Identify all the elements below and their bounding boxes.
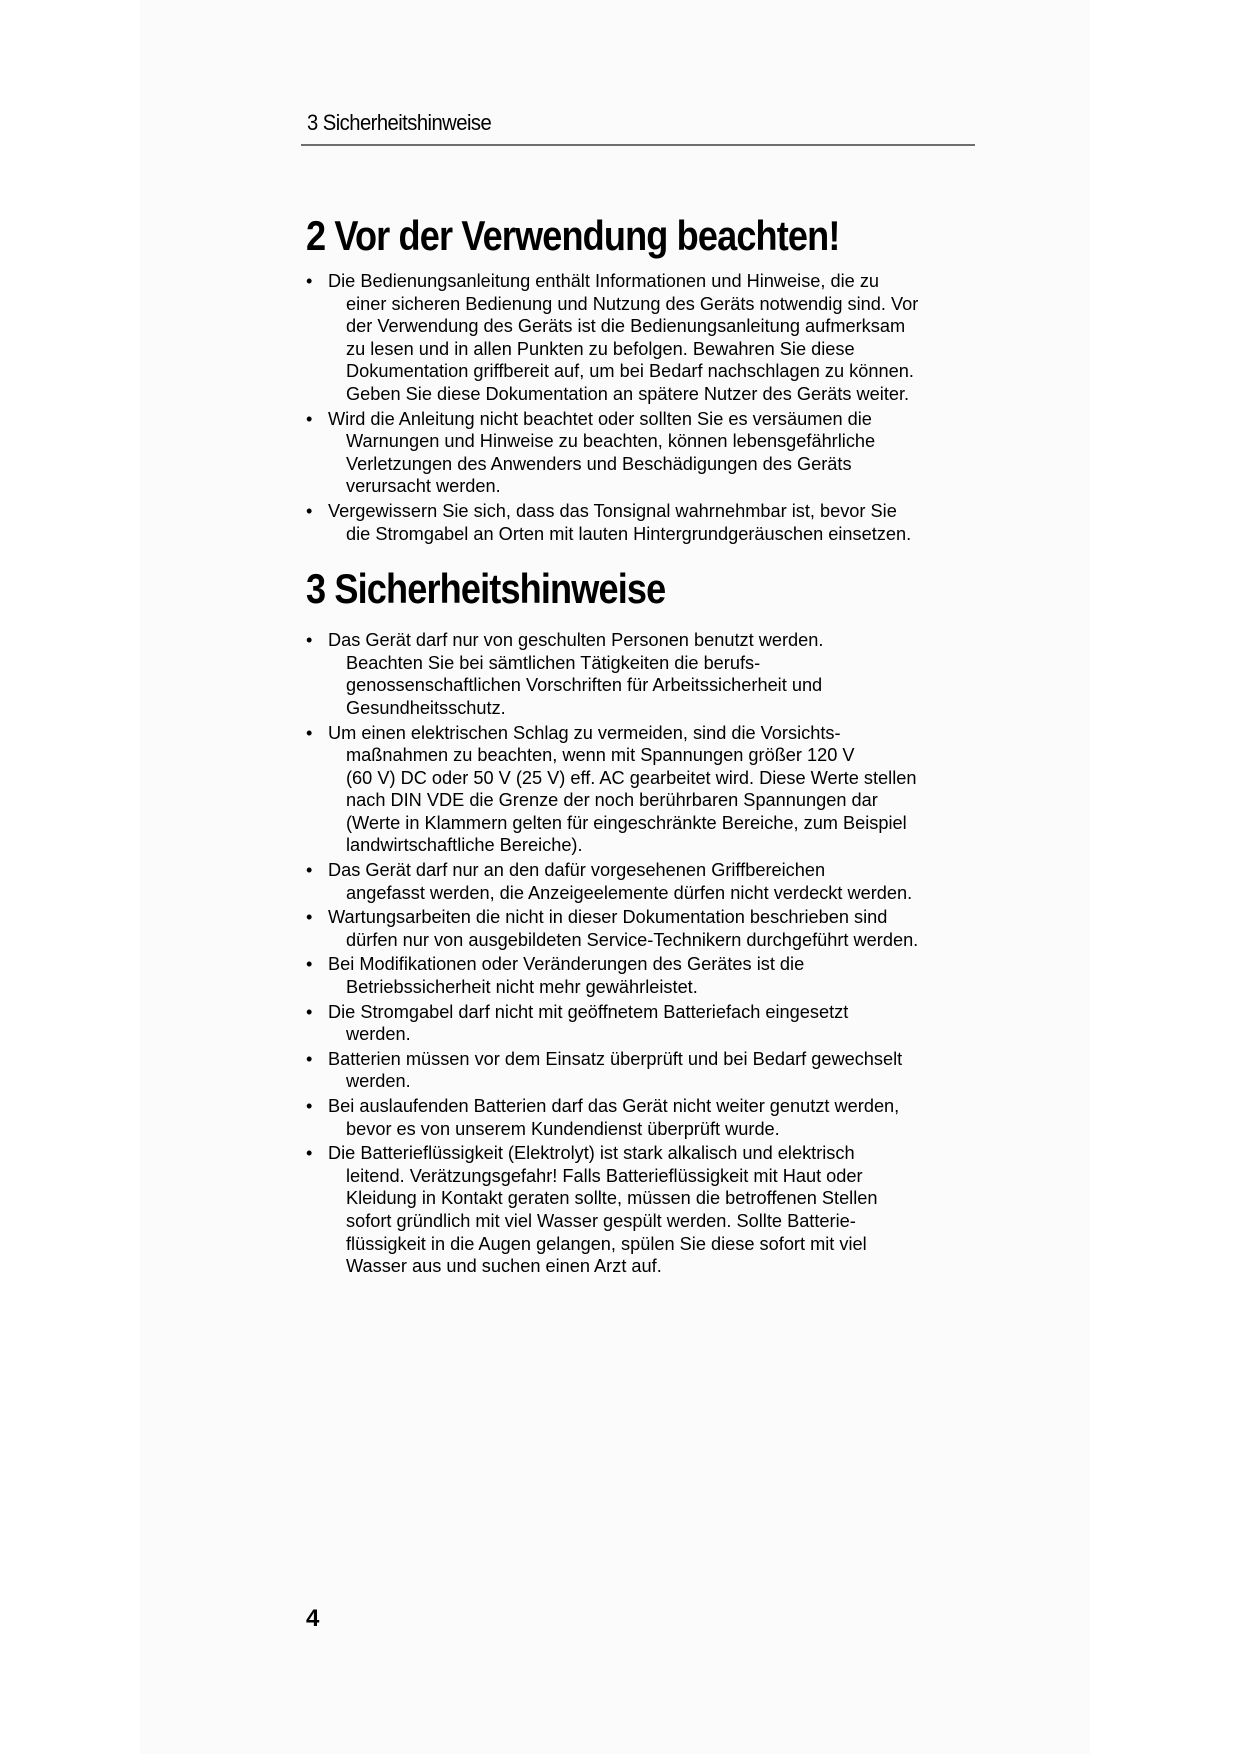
bullet-icon: •	[306, 408, 313, 429]
list-item-line: leitend. Verätzungsgefahr! Falls Batterieflüssigkeit mit Haut oder	[346, 1165, 863, 1186]
list-item	[306, 859, 986, 904]
list-item-line: Geben Sie diese Dokumentation an spätere Nutzer des Geräts weiter.	[346, 383, 910, 404]
list-item-line: Das Gerät darf nur von geschulten Personen benutzt werden.	[328, 630, 824, 651]
list-item-line: angefasst werden, die Anzeigeelemente dürfen nicht verdeckt werden.	[346, 882, 913, 903]
list-item-line: einer sicheren Bedienung und Nutzung des Geräts notwendig sind. Vor	[346, 293, 919, 314]
page-number: 4	[306, 1605, 320, 1632]
bullet-icon: •	[306, 1096, 313, 1116]
list-item	[306, 1142, 986, 1278]
section-2-list	[306, 270, 986, 545]
running-header-title: 3 Sicherheitshinweise	[307, 110, 492, 135]
list-item-line: Vergewissern Sie sich, dass das Tonsignal wahrnehmbar ist, bevor Sie	[328, 500, 897, 521]
list-item-line: Wird die Anleitung nicht beachtet oder sollten Sie es versäumen die	[328, 408, 872, 429]
list-item-line: Gesundheitsschutz.	[346, 697, 506, 718]
bullet-icon: •	[306, 500, 313, 521]
list-item	[306, 722, 986, 858]
list-item-line: verursacht werden.	[346, 476, 501, 497]
list-item-line: werden.	[346, 1024, 411, 1045]
list-item-line: flüssigkeit in die Augen gelangen, spülen Sie diese sofort mit viel	[346, 1233, 867, 1254]
section-2-heading: 2 Vor der Verwendung beachten!	[306, 212, 840, 259]
list-item	[306, 1048, 986, 1093]
bullet-icon: •	[306, 630, 313, 651]
bullet-icon: •	[306, 860, 313, 881]
list-item-line: werden.	[346, 1071, 411, 1092]
list-item	[306, 1001, 986, 1046]
section-3-list	[306, 629, 986, 1278]
list-item-line: (60 V) DC oder 50 V (25 V) eff. AC gearbeitet wird. Diese Werte stellen	[346, 767, 917, 788]
bullet-icon: •	[306, 271, 313, 291]
bullet-icon: •	[306, 954, 313, 975]
list-item-line: Betriebssicherheit nicht mehr gewährleistet.	[346, 977, 698, 998]
bullet-icon: •	[306, 907, 313, 928]
bullet-icon: •	[306, 1001, 313, 1022]
document-body	[306, 210, 986, 1280]
list-item	[306, 408, 986, 498]
list-item	[306, 270, 986, 406]
list-item-line: Wasser aus und suchen einen Arzt auf.	[346, 1256, 662, 1277]
list-item-line: Die Batterieflüssigkeit (Elektrolyt) ist stark alkalisch und elektrisch	[328, 1143, 855, 1164]
list-item-line: Die Bedienungsanleitung enthält Informationen und Hinweise, die zu	[328, 271, 880, 291]
list-item-line: Dokumentation griffbereit auf, um bei Bedarf nachschlagen zu können.	[346, 361, 914, 382]
list-item-line: Bei auslaufenden Batterien darf das Gerät nicht weiter genutzt werden,	[328, 1096, 900, 1116]
list-item-line: Warnungen und Hinweise zu beachten, können lebensgefährliche	[346, 431, 876, 452]
list-item-line: Verletzungen des Anwenders und Beschädigungen des Geräts	[346, 453, 852, 474]
list-item-line: sofort gründlich mit viel Wasser gespült werden. Sollte Batterie-	[346, 1210, 856, 1231]
section-3-heading: 3 Sicherheitshinweise	[306, 565, 666, 613]
list-item-line: (Werte in Klammern gelten für eingeschränkte Bereiche, zum Beispiel	[346, 812, 907, 833]
bullet-icon: •	[306, 1048, 313, 1069]
list-item-line: die Stromgabel an Orten mit lauten Hintergrundgeräuschen einsetzen.	[346, 523, 912, 544]
list-item-line: nach DIN VDE die Grenze der noch berührbaren Spannungen dar	[346, 790, 878, 811]
list-item	[306, 906, 986, 951]
list-item-line: Kleidung in Kontakt geraten sollte, müssen die betroffenen Stellen	[346, 1188, 878, 1209]
list-item	[306, 500, 986, 545]
bullet-icon: •	[306, 1143, 313, 1164]
bullet-icon: •	[306, 722, 313, 743]
list-item-line: Um einen elektrischen Schlag zu vermeiden, sind die Vorsichts-	[328, 722, 841, 743]
list-item-line: genossenschaftlichen Vorschriften für Arbeitssicherheit und	[346, 675, 823, 696]
list-item-line: Bei Modifikationen oder Veränderungen des Gerätes ist die	[328, 954, 805, 975]
list-item	[306, 953, 986, 998]
running-header	[301, 104, 975, 146]
list-item-line: Die Stromgabel darf nicht mit geöffnetem Batteriefach eingesetzt	[328, 1001, 849, 1022]
list-item	[306, 1095, 986, 1140]
list-item-line: bevor es von unserem Kundendienst überprüft wurde.	[346, 1118, 780, 1139]
list-item-line: Batterien müssen vor dem Einsatz überprüft und bei Bedarf gewechselt	[328, 1048, 903, 1069]
list-item-line: zu lesen und in allen Punkten zu befolgen. Bewahren Sie diese	[346, 338, 855, 359]
list-item-line: Beachten Sie bei sämtlichen Tätigkeiten die berufs-	[346, 652, 761, 673]
list-item-line: maßnahmen zu beachten, wenn mit Spannungen größer 120 V	[346, 745, 855, 766]
list-item-line: der Verwendung des Geräts ist die Bedienungsanleitung aufmerksam	[346, 316, 906, 337]
list-item-line: dürfen nur von ausgebildeten Service-Technikern durchgeführt werden.	[346, 929, 919, 950]
list-item-line: Das Gerät darf nur an den dafür vorgesehenen Griffbereichen	[328, 860, 826, 881]
list-item-line: Wartungsarbeiten die nicht in dieser Dokumentation beschrieben sind	[328, 907, 888, 928]
list-item	[306, 629, 986, 719]
list-item-line: landwirtschaftliche Bereiche).	[346, 835, 583, 856]
